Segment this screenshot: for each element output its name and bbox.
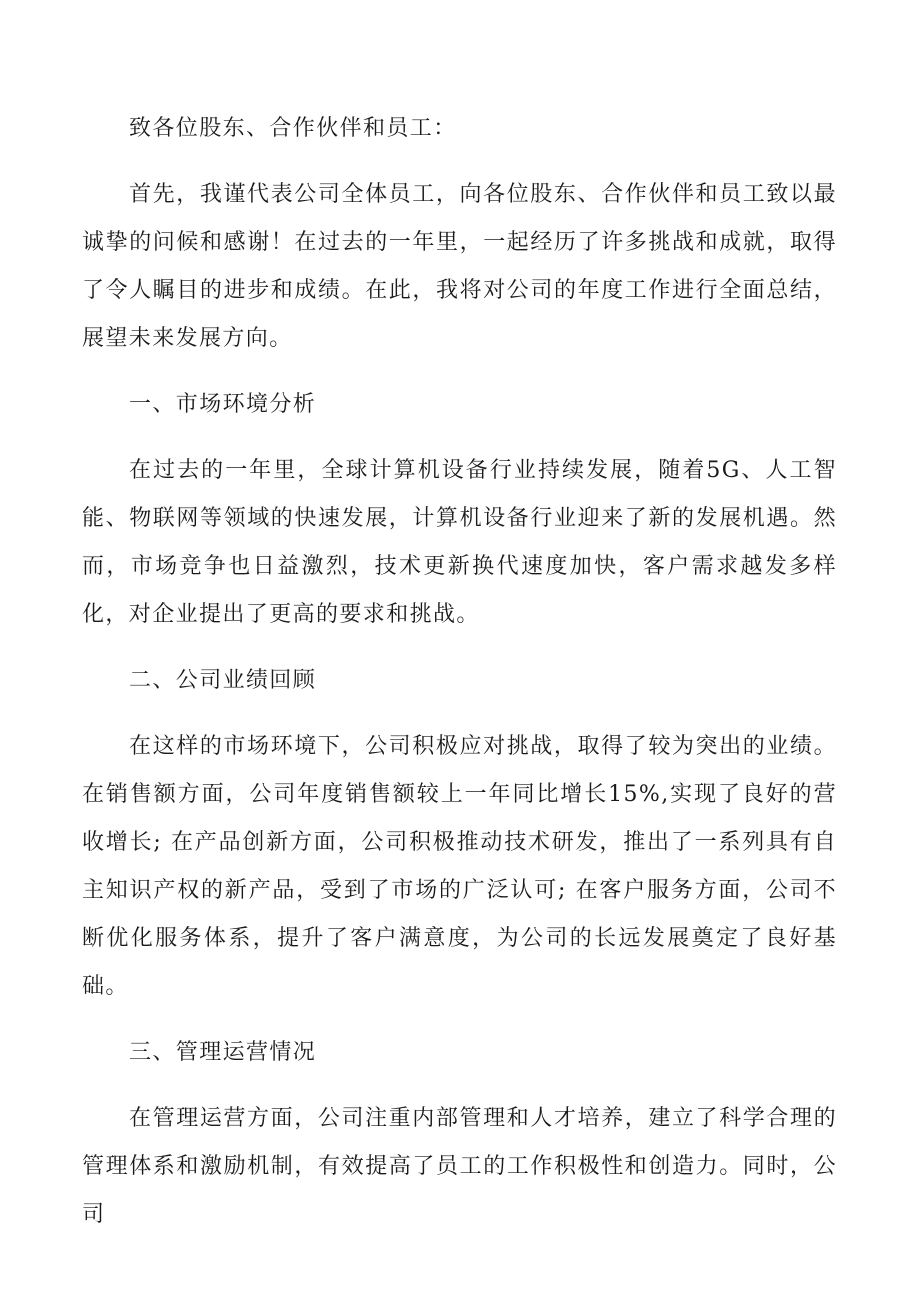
greeting-paragraph: 致各位股东、合作伙伴和员工： [129, 116, 457, 141]
section-body-operations: 在管理运营方面，公司注重内部管理和人才培养，建立了科学合理的管理体系和激励机制，有效提高了员工的工作积极性和创造力。同时，公司 [82, 1106, 837, 1227]
intro-paragraph: 首先，我谨代表公司全体员工，向各位股东、合作伙伴和员工致以最诚挚的问候和感谢！在过去的一年里，一起经历了许多挑战和成就，取得了令人瞩目的进步和成绩。在此，我将对公司的年度工作进行全面总结，展望未来发展方向。 [82, 182, 837, 351]
section-body-performance: 在这样的市场环境下，公司积极应对挑战，取得了较为突出的业绩。在销售额方面，公司年度销售额较上一年同比增长15%,实现了良好的营收增长; 在产品创新方面，公司积极推动技术研发，推出了一系列具有自主知识产权的新产品，受到了市场的广泛认可; 在客户服务方面，公司不断优化服务体系，提升了客户满意度，为公司的长远发展奠定了良好基础。 [82, 734, 837, 999]
section-heading-market: 一、市场环境分析 [129, 392, 317, 417]
section-body-market: 在过去的一年里，全球计算机设备行业持续发展，随着5G、人工智能、物联网等领域的快速发展，计算机设备行业迎来了新的发展机遇。然而，市场竞争也日益激烈，技术更新换代速度加快，客户需求越发多样化，对企业提出了更高的要求和挑战。 [82, 458, 837, 627]
section-heading-performance: 二、公司业绩回顾 [129, 668, 317, 693]
section-heading-operations: 三、管理运营情况 [129, 1040, 317, 1065]
document-body [82, 105, 837, 1239]
